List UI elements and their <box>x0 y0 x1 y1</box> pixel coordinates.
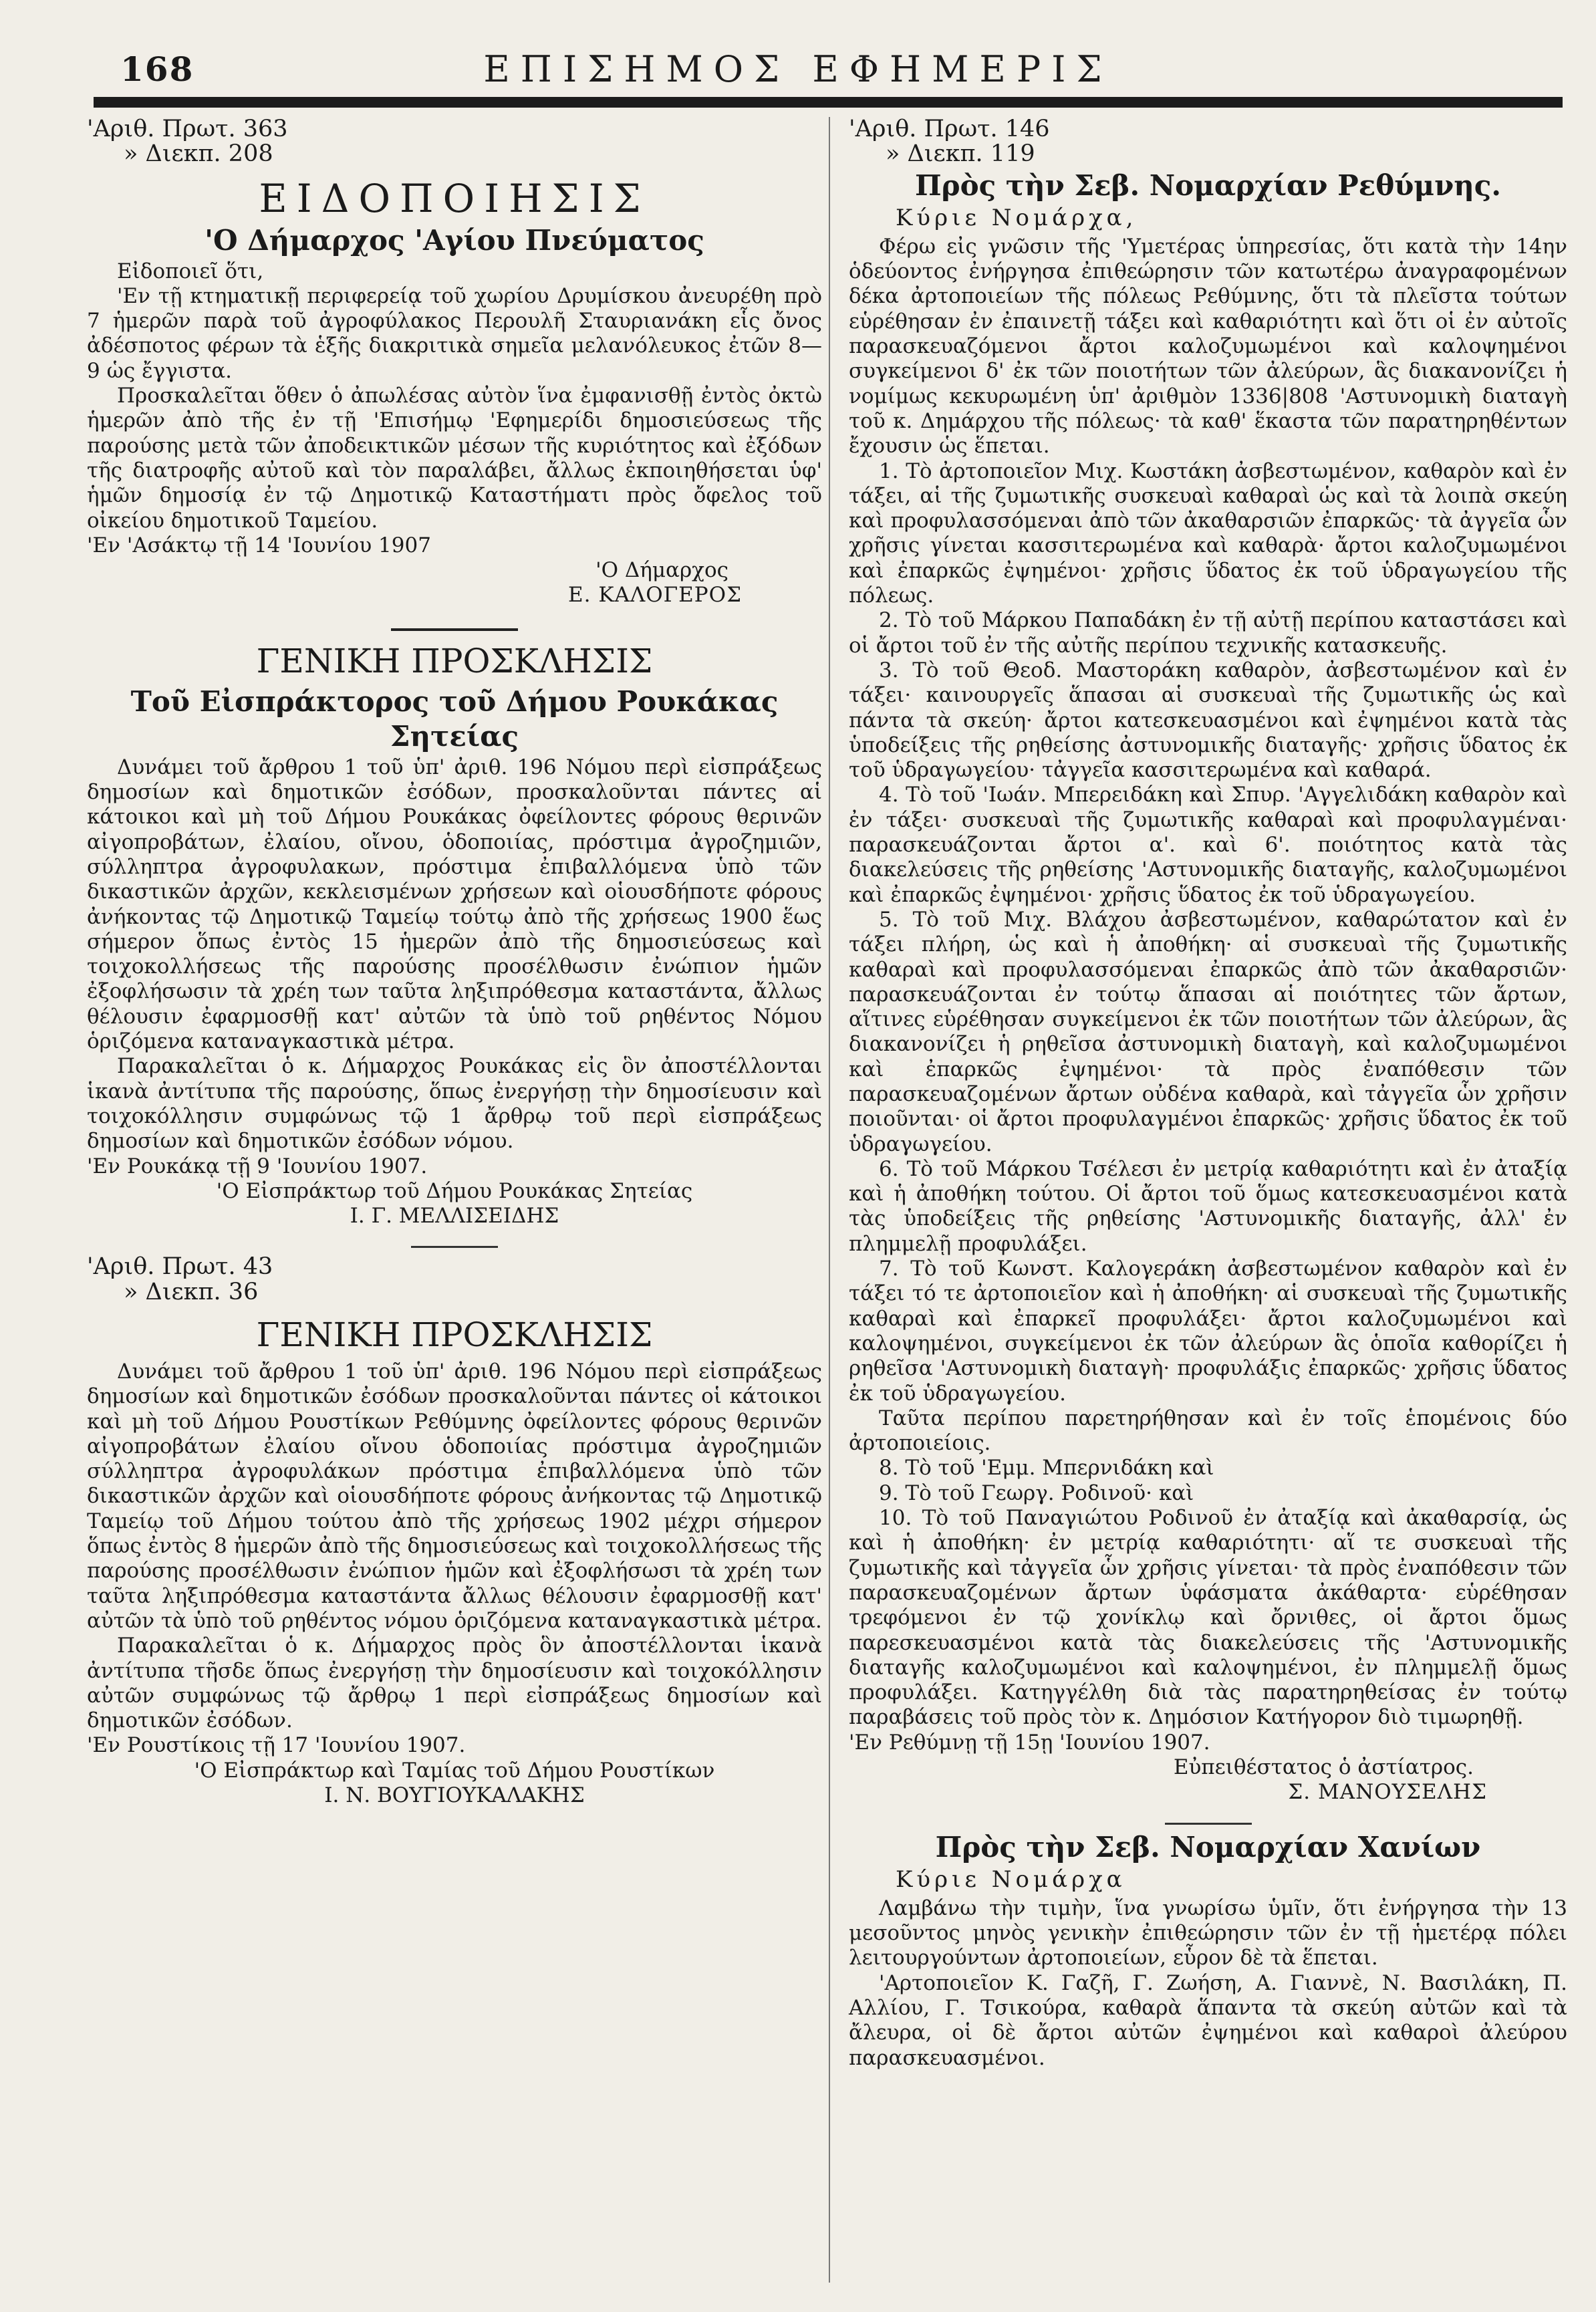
notice-heading: ΕΙΔΟΠΟΙΗΣΙΣ <box>259 175 650 221</box>
notice-heading: ΓΕΝΙΚΗ ΠΡΟΣΚΛΗΣΙΣ <box>256 1315 653 1354</box>
signatory-name: Ι. Γ. ΜΕΛΛΙΣΕΙΔΗΣ <box>350 1204 559 1229</box>
section-rule <box>1165 1823 1252 1825</box>
report-rethymno-bakeries <box>849 117 1567 1805</box>
signatory-role: Εὐπειθέστατος ὁ ἀστίατρος. <box>1173 1755 1474 1779</box>
place-date: 'Εν Ρουστίκοις τῇ 17 'Ιουνίου 1907. <box>87 1733 466 1758</box>
report-item: 5. Τὸ τοῦ Μιχ. Βλάχου ἀσβεστωμένον, καθαρώτατον καὶ ἐν τάξει πλήρη, ὡς καὶ ἡ ἀποθήκη· αἱ συσκευαὶ τῆς ζυμωτικῆς καθαραὶ καὶ προφυλασσόμεναι ἐπαρκῶς ἀπὸ τῶν ἀκαθαρσιῶν· παρασκευάζονται ἐν τούτῳ ἅπασαι αἱ ποιότητες τῶν ἄρτων, αἵτινες εὑρέθησαν συγκείμενοι ἐκ τῶν ποιοτήτων τῶν ἀλεύρων, ἃς διακανονίζει ἡ ρηθεῖσα ἀστυνομικὴ διαταγὴ, καὶ καλοζυμωμένοι καὶ ἐπαρκῶς ἐψημένοι· τὰ πρὸς ἐναπόθεσιν τῶν παρασκευαζομένων ἄρτων οὐδένα καθαρὰ, καὶ τἀγγεῖα ὧν χρῆσιν ποιοῦνται· οἱ ἄρτοι προφυλαγμένοι ἐπαρκῶς· χρῆσις ὕδατος ἐκ τοῦ ὑδραγωγείου. <box>849 907 1567 1156</box>
report-item: 10. Τὸ τοῦ Παναγιώτου Ροδινοῦ ἐν ἀταξίᾳ καὶ ἀκαθαρσίᾳ, ὡς καὶ ἡ ἀποθήκη· ἐν μετρίᾳ καθαριότητι· αἵ τε συσκευαὶ τῆς ζυμωτικῆς καὶ τἀγγεῖα ὧν χρῆσις γίνεται· τὰ πρὸς ἐναπόθεσιν τῶν παρασκευαζομένων ἄρτων ὑφάσματα ἀκάθαρτα· εὑρέθησαν τρεφόμενοι ἐν τῷ χονίκλῳ καὶ ὄρνιθες, οἱ ἄρτοι ὅμως παρεσκευασμένοι κατὰ τὰς διακελεύσεις τῆς 'Αστυνομικῆς διαταγῆς καλοζυμωμένοι καὶ καλοψημένοι, ἐν πλημμελῇ ὅμως προφυλάξει. Κατηγγέλθη διὰ τὰς παρατηρηθείσας ἐν τούτῳ παραβάσεις τοῦ πρὸς τὸν κ. Δημόσιον Κατήγορον διὸ τιμωρηθῇ. <box>849 1506 1567 1730</box>
report-item: 6. Τὸ τοῦ Μάρκου Τσέλεσι ἐν μετρίᾳ καθαριότητι καὶ ἐν ἀταξίᾳ καὶ ἡ ἀποθήκη τούτου. Οἱ ἄρτοι τοῦ ὅμως κατεσκευασμένοι κατὰ τὰς ὑποδείξεις τῆς ρηθείσης 'Αστυνομικῆς διαταγῆς, ἀλλ' ἐν πλημμελῇ προφυλάξει. <box>849 1156 1567 1256</box>
issuing-authority: 'Ο Δήμαρχος 'Αγίου Πνεύματος <box>205 223 704 257</box>
dispatch-number: » Διεκπ. 119 <box>886 140 1035 168</box>
notice-paragraph: Παρακαλεῖται ὁ κ. Δήμαρχος πρὸς ὃν ἀποστέλλονται ἱκανὰ ἀντίτυπα τῆσδε ὅπως ἐνεργήσῃ τὴν δημοσίευσιν καὶ τοιχοκόλλησιν αὐτῶν συμφώνως τῷ ἄρθρῳ 1 περὶ εἰσπράξεως δημοσίων καὶ δημοτικῶν ἐσόδων. <box>87 1634 822 1733</box>
section-rule <box>391 628 518 631</box>
left-column <box>87 117 822 1808</box>
issuing-authority: Τοῦ Εἰσπράκτορος τοῦ Δήμου Ρουκάκας <box>130 684 779 718</box>
report-note: Ταῦτα περίπου παρετηρήθησαν καὶ ἐν τοῖς ἑπομένοις δύο ἀρτοποιείοις. <box>849 1406 1567 1456</box>
report-item: 3. Τὸ τοῦ Θεοδ. Μαστοράκη καθαρὸν, ἀσβεστωμένον καὶ ἐν τάξει· καινουργεῖς ἅπασαι αἱ συσκευαὶ τῆς ζυμωτικῆς ὡς καὶ πάντα τὰ σκεύη· ἄρτοι κατεσκευασμένοι καὶ ἐψημένοι κατὰ τὰς ὑποδείξεις τῆς ρηθείσης ἀστυνομικῆς διαταγῆς· χρῆσις ὕδατος ἐκ τοῦ ὑδραγωγείου· τἀγγεῖα κασσιτερωμένα καὶ καθαρά. <box>849 658 1567 783</box>
report-item: 9. Τὸ τοῦ Γεωργ. Ροδινοῦ· καὶ <box>879 1481 1194 1505</box>
signatory-name: Ε. ΚΑΛΟΓΕΡΟΣ <box>567 583 742 608</box>
place-date: 'Εν Ρουκάκᾳ τῇ 9 'Ιουνίου 1907. <box>87 1154 428 1178</box>
notice-paragraph: 'Εν τῇ κτηματικῇ περιφερείᾳ τοῦ χωρίου Δρυμίσκου ἀνευρέθη πρὸ 7 ἡμερῶν παρὰ τοῦ ἀγροφύλακος Περουλῆ Σταυριανάκη εἷς ὄνος ἀδέσποτος φέρων τὰ ἑξῆς διακριτικὰ σημεῖα μελανόλευκος ἐτῶν 8—9 ὡς ἔγγιστα. <box>87 283 822 383</box>
dispatch-number: » Διεκπ. 208 <box>124 140 273 168</box>
notice-general-summons-roukaka <box>87 642 822 1229</box>
report-item: 'Αρτοποιεῖον Κ. Γαζῆ, Γ. Ζωήση, Α. Γιαννὲ, Ν. Βασιλάκη, Π. Αλλίου, Γ. Τσικούρα, καθαρὰ ἅπαντα τὰ σκεύη αὐτῶν καὶ τὰ ἄλευρα, οἱ δὲ ἄρτοι αὐτῶν ἐψημένοι καὶ καθαροὶ ἀλεύρου παρασκευασμένοι. <box>849 1970 1567 2070</box>
protocol-number: 'Αριθ. Πρωτ. 146 <box>849 116 1050 142</box>
signatory-role: 'Ο Εἰσπράκτωρ καὶ Ταμίας τοῦ Δήμου Ρουστίκων <box>194 1758 715 1783</box>
signatory-name: Ι. Ν. ΒΟΥΓΙΟΥΚΑΛΑΚΗΣ <box>324 1783 585 1808</box>
addressee: Πρὸς τὴν Σεβ. Νομαρχίαν Χανίων <box>935 1830 1481 1864</box>
right-column <box>849 117 1567 2071</box>
report-intro: Φέρω εἰς γνῶσιν τῆς 'Υμετέρας ὑπηρεσίας, ὅτι κατὰ τὴν 14ην ὁδεύοντος ἐνήργησα ἐπιθεώρησιν τῶν κατωτέρω ἀναγραφομένων δέκα ἀρτοποιείων τῆς πόλεως Ρεθύμνης, ὅτι τὰ πλεῖστα τούτων εὑρέθησαν ἐν ἐπαινετῇ τάξει καὶ καθαριότητι καὶ ὅτι οἱ ἐν αὐτοῖς παρασκευαζόμενοι ἄρτοι καλοζυμωμένοι καὶ καλοψημένοι συγκείμενοι δ' ἐκ τῶν ποιοτήτων τῶν ἀλεύρων, ἃς διακανονίζει ἡ νομίμως κεκυρωμένη ὑπ' ἀριθμὸν 1336|808 'Αστυνομικὴ διαταγὴ τοῦ κ. Δημάρχου τῆς πόλεως· τὰ καθ' ἕκαστα τῶν παρατηρηθέντων ἔχουσιν ὡς ἕπεται. <box>849 234 1567 459</box>
report-chania-bakeries <box>849 1831 1567 2071</box>
notice-heading: ΓΕΝΙΚΗ ΠΡΟΣΚΛΗΣΙΣ <box>256 641 653 680</box>
page-number: 168 <box>120 49 194 89</box>
section-rule <box>411 1246 498 1248</box>
gazette-title: ΕΠΙΣΗΜΟΣ ΕΦΗΜΕΡΙΣ <box>483 48 1113 90</box>
report-item: 1. Τὸ ἀρτοποιεῖον Μιχ. Κωστάκη ἀσβεστωμένον, καθαρὸν καὶ ἐν τάξει, αἱ τῆς ζυμωτικῆς συσκευαὶ καθαραὶ ὡς καὶ τὰ λοιπὰ σκεύη καὶ προφυλασσόμεναι ἀπὸ τῶν ἀκαθαρσιῶν ἐπαρκῶς· τὰ ἀγγεῖα ὧν χρῆσις γίνεται κασσιτερωμένα καὶ καθαρὰ· ἄρτοι καλοζυμωμένοι καὶ ἐπαρκῶς ἐψημένοι· χρῆσις ὕδατος ἐκ τοῦ ὑδραγωγείου τῆς πόλεως. <box>849 459 1567 608</box>
signatory-role: 'Ο Εἰσπράκτωρ τοῦ Δήμου Ρουκάκας Σητείας <box>216 1178 693 1203</box>
report-item: 7. Τὸ τοῦ Κωνστ. Καλογεράκη ἀσβεστωμένον καθαρὸν καὶ ἐν τάξει τό τε ἀρτοποιεῖον καὶ ἡ ἀποθήκη· αἱ συσκευαὶ τῆς ζυμωτικῆς καθαραὶ καὶ ἐπαρκεῖ προφυλάξει· ἄρτοι καλοζυμωμένοι καὶ καλοψημένοι, συγκείμενοι ἐκ τῶν ἀλεύρων ἃς ὁποῖα καθορίζει ἡ ρηθεῖσα 'Αστυνομικὴ διαταγὴ· προφυλάξις ἐπαρκῶς· χρῆσις ὕδατος ἐκ τοῦ ὑδραγωγείου. <box>849 1257 1567 1406</box>
notice-paragraph: Δυνάμει τοῦ ἄρθρου 1 τοῦ ὑπ' ἀριθ. 196 Νόμου περὶ εἰσπράξεως δημοσίων καὶ δημοτικῶν ἐσόδων, προσκαλοῦνται πάντες αἱ κάτοικοι καὶ μὴ τοῦ Δήμου Ρουκάκας ὀφείλοντες φόρους θερινῶν αἰγοπροβάτων, ἐλαίου, οἴνου, ὁδοποιίας, πρόστιμα ἀγροζημιῶν, σύλληπτρα ἀγροφυλακων, πρόστιμα ἐπιβαλλόμενα ὑπὸ τῶν δικαστικῶν ἀρχῶν, κεκλεισμένων χρήσεων καὶ οἱουσδήποτε φόρους ἀνήκοντας τῷ Δημοτικῷ Ταμείῳ τούτῳ ἀπὸ τῆς χρήσεως 1900 ἕως σήμερον ὅπως ἐντὸς 15 ἡμερῶν ἀπὸ τῆς δημοσιεύσεως καὶ τοιχοκολλήσεως τῆς παρούσης προσέλθωσιν ἐνώπιον ἡμῶν ἐξοφλήσωσιν τὰ χρέη των ταῦτα ληξιπρόθεσμα καταστάντα, ἄλλως θέλουσιν ἐφαρμοσθῇ κατ' αὐτῶν τὰ ὑπὸ τοῦ ρηθέντος Νόμου ὁριζόμενα καταναγκαστικὰ μέτρα. <box>87 755 822 1054</box>
column-divider <box>829 117 830 2283</box>
notice-lead: Εἰδοποιεῖ ὅτι, <box>117 259 264 283</box>
notice-paragraph: Προσκαλεῖται ὅθεν ὁ ἀπωλέσας αὐτὸν ἵνα ἐμφανισθῇ ἐντὸς ὀκτὼ ἡμερῶν ἀπὸ τῆς ἐν τῇ 'Επισήμῳ 'Εφημερίδι δημοσιεύσεως τῆς παρούσης μετὰ τῶν ἀποδεικτικῶν μέσων τῆς κυριότητος καὶ ἐξόδων τῆς διατροφῆς αὐτοῦ καὶ τὸν παραλάβει, ἄλλως ἐκποιηθήσεται ὑφ' ἡμῶν δημοσίᾳ ἐν τῷ Δημοτικῷ Καταστήματι πρὸς ὄφελος τοῦ οἰκείου δημοτικοῦ Ταμείου. <box>87 384 822 533</box>
place-date: 'Εν 'Ασάκτῳ τῇ 14 'Ιουνίου 1907 <box>87 533 431 557</box>
report-item: 2. Τὸ τοῦ Μάρκου Παπαδάκη ἐν τῇ αὐτῇ περίπου καταστάσει καὶ οἱ ἄρτοι τοῦ ἐν τῆς αὐτῆς περίπου τεχνικῆς κατασκευῆς. <box>849 608 1567 658</box>
protocol-number: 'Αριθ. Πρωτ. 43 <box>87 1253 273 1281</box>
notice-lost-donkey <box>87 117 822 608</box>
signatory-role: 'Ο Δήμαρχος <box>595 558 728 583</box>
issuing-authority-region: Σητείας <box>390 719 519 753</box>
notice-paragraph: Δυνάμει τοῦ ἄρθρου 1 τοῦ ὑπ' ἀριθ. 196 Νόμου περὶ εἰσπράξεως δημοσίων καὶ δημοτικῶν ἐσόδων προσκαλοῦνται πάντες οἱ κάτοικοι καὶ μὴ τοῦ Δήμου Ρουστίκων Ρεθύμνης ὀφείλοντες φόρους θερινῶν αἰγοπροβάτων ἐλαίου οἴνου ὁδοποιίας πρόστιμα ἀγροζημιῶν σύλληπτρα ἀγροφυλάκων πρόστιμα ἐπιβαλλόμενα ὑπὸ τῶν δικαστικῶν ἀρχῶν καὶ οἱουσδήποτε φόρους ἀνήκοντας τῷ Δημοτικῷ Ταμείῳ τοῦ Δήμου τούτου ἀπὸ τῆς χρήσεως 1902 μέχρι σήμερον ὅπως ἐντὸς 8 ἡμερῶν ἀπὸ τῆς δημοσιεύσεως καὶ τοιχοκολλήσεως τῆς παρούσης προσέλθωσιν ἐνώπιον ἡμῶν καὶ ἐξοφλήσωσι τὰ χρέη των ταῦτα ληξιπρόθεσμα καταστάντα ἄλλως θέλουσιν ἐφαρμοσθῇ κατ' αὐτῶν τὰ ὑπὸ τοῦ ρηθέντος νόμου ὁριζόμενα καταναγκαστικὰ μέτρα. <box>87 1359 822 1633</box>
dispatch-number: » Διεκπ. 36 <box>124 1278 259 1305</box>
header-rule <box>94 97 1563 108</box>
addressee: Πρὸς τὴν Σεβ. Νομαρχίαν Ρεθύμνης. <box>914 168 1502 202</box>
report-item: 8. Τὸ τοῦ 'Εμμ. Μπερνιδάκη καὶ <box>879 1456 1214 1481</box>
salutation: Κύριε Νομάρχα <box>896 1866 1126 1893</box>
protocol-number: 'Αριθ. Πρωτ. 363 <box>87 116 288 142</box>
notice-paragraph: Παρακαλεῖται ὁ κ. Δήμαρχος Ρουκάκας εἰς ὃν ἀποστέλλονται ἱκανὰ ἀντίτυπα τῆς παρούσης, ὅπως ἐνεργήσῃ τὴν δημοσίευσιν καὶ τοιχοκόλλησιν συμφώνως τῷ 1 ἄρθρῳ τοῦ περὶ εἰσπράξεως δημοσίων καὶ δημοτικῶν ἐσόδων νόμου. <box>87 1054 822 1154</box>
report-item: 4. Τὸ τοῦ 'Ιωάν. Μπερειδάκη καὶ Σπυρ. 'Αγγελιδάκη καθαρὸν καὶ ἐν τάξει· συσκευαὶ τῆς ζυμωτικῆς καθαραὶ καὶ προφυλαγμέναι· παρασκευάζονται ἄρτοι α'. καὶ 6'. ποιότητος κατὰ τὰς διακελεύσεις τῆς ρηθείσης 'Αστυνομικῆς διαταγῆς, καλοζυμωμένοι καὶ ἐπαρκῶς ἐψημένοι· χρῆσις ὕδατος ἐκ τοῦ ὑδραγωγείου. <box>849 783 1567 907</box>
place-date: 'Εν Ρεθύμνῃ τῇ 15ῃ 'Ιουνίου 1907. <box>849 1730 1210 1755</box>
signatory-name: Σ. ΜΑΝΟΥΣΕΛΗΣ <box>1288 1780 1487 1805</box>
salutation: Κύριε Νομάρχα, <box>896 204 1138 231</box>
report-intro: Λαμβάνω τὴν τιμὴν, ἵνα γνωρίσω ὑμῖν, ὅτι ἐνήργησα τὴν 13 μεσοῦντος μηνὸς γενικὴν ἐπιθεώρησιν τῶν ἐν τῇ ἡμετέρᾳ πόλει λειτουργούντων ἀρτοποιείων, εὗρον δὲ τὰ ἕπεται. <box>849 1896 1567 1970</box>
notice-general-summons-roustika <box>87 1255 822 1808</box>
